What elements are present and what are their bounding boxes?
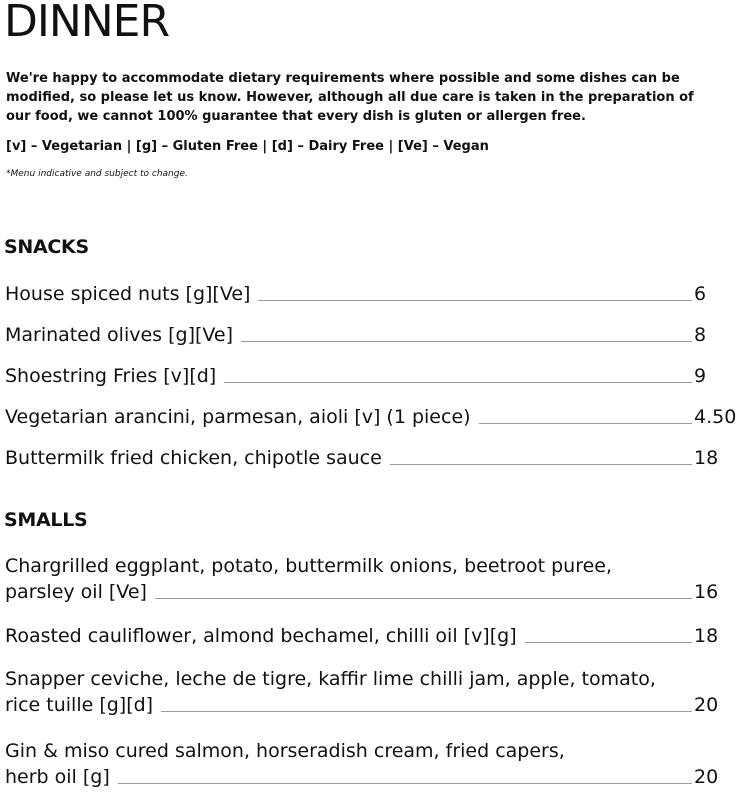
- menu-item-name-line1: Snapper ceviche, leche de tigre, kaffir lime chilli jam, apple, tomato,: [5, 668, 656, 690]
- menu-item: [5, 363, 740, 389]
- menu-item-name: parsley oil [Ve]: [5, 581, 147, 603]
- menu-item-name: Vegetarian arancini, parmesan, aioli [v] (1 piece): [5, 406, 471, 428]
- dotted-leader: [258, 300, 692, 301]
- dotted-leader: [118, 783, 692, 784]
- menu-item: [5, 322, 740, 348]
- dotted-leader: [224, 382, 692, 383]
- menu-item-name: Roasted cauliflower, almond bechamel, chilli oil [v][g]: [5, 625, 517, 647]
- dotted-leader: [390, 464, 692, 465]
- menu-item-name: Buttermilk fried chicken, chipotle sauce: [5, 447, 382, 469]
- menu-item: [5, 553, 740, 605]
- menu-item-name-line1: Chargrilled eggplant, potato, buttermilk onions, beetroot puree,: [5, 555, 613, 577]
- dotted-leader: [155, 598, 692, 599]
- menu-item-name: House spiced nuts [g][Ve]: [5, 283, 251, 305]
- dietary-notice: We're happy to accommodate dietary requirements where possible and some dishes can be modified, so please let us know. However, although all due care is taken in the preparation of our food, we cannot 100% guarantee that every dish is gluten or allergen free.: [6, 71, 694, 124]
- menu-item-price: 4.50: [694, 406, 737, 428]
- menu-item: [5, 623, 740, 649]
- menu-item-name: Shoestring Fries [v][d]: [5, 365, 217, 387]
- dietary-legend: [v] – Vegetarian | [g] – Gluten Free | [d] – Dairy Free | [Ve] – Vegan: [6, 139, 489, 154]
- menu-item-price: 20: [694, 694, 719, 716]
- menu-item-price: 20: [694, 766, 719, 788]
- dotted-leader: [479, 423, 692, 424]
- menu-item-price: 6: [694, 283, 707, 305]
- menu-disclaimer: *Menu indicative and subject to change.: [6, 169, 188, 179]
- dotted-leader: [241, 341, 692, 342]
- menu-item: [5, 445, 740, 471]
- menu-item-price: 16: [694, 581, 719, 603]
- menu-item-price: 8: [694, 324, 707, 346]
- menu-item-name: herb oil [g]: [5, 766, 110, 788]
- menu-item-name-line1: Gin & miso cured salmon, horseradish cream, fried capers,: [5, 740, 565, 762]
- menu-item-price: 18: [694, 447, 719, 469]
- menu-item: [5, 281, 740, 307]
- menu-item-price: 9: [694, 365, 707, 387]
- menu-item-name: Marinated olives [g][Ve]: [5, 324, 234, 346]
- menu-item-name: rice tuille [g][d]: [5, 694, 154, 716]
- menu-item: [5, 404, 740, 430]
- menu-item: [5, 738, 740, 790]
- menu-item-price: 18: [694, 625, 719, 647]
- dotted-leader: [161, 711, 692, 712]
- section-title-snacks: SNACKS: [4, 236, 89, 258]
- page-title: DINNER: [4, 0, 170, 47]
- menu-item: [5, 666, 740, 718]
- section-title-smalls: SMALLS: [4, 509, 88, 531]
- dotted-leader: [525, 642, 692, 643]
